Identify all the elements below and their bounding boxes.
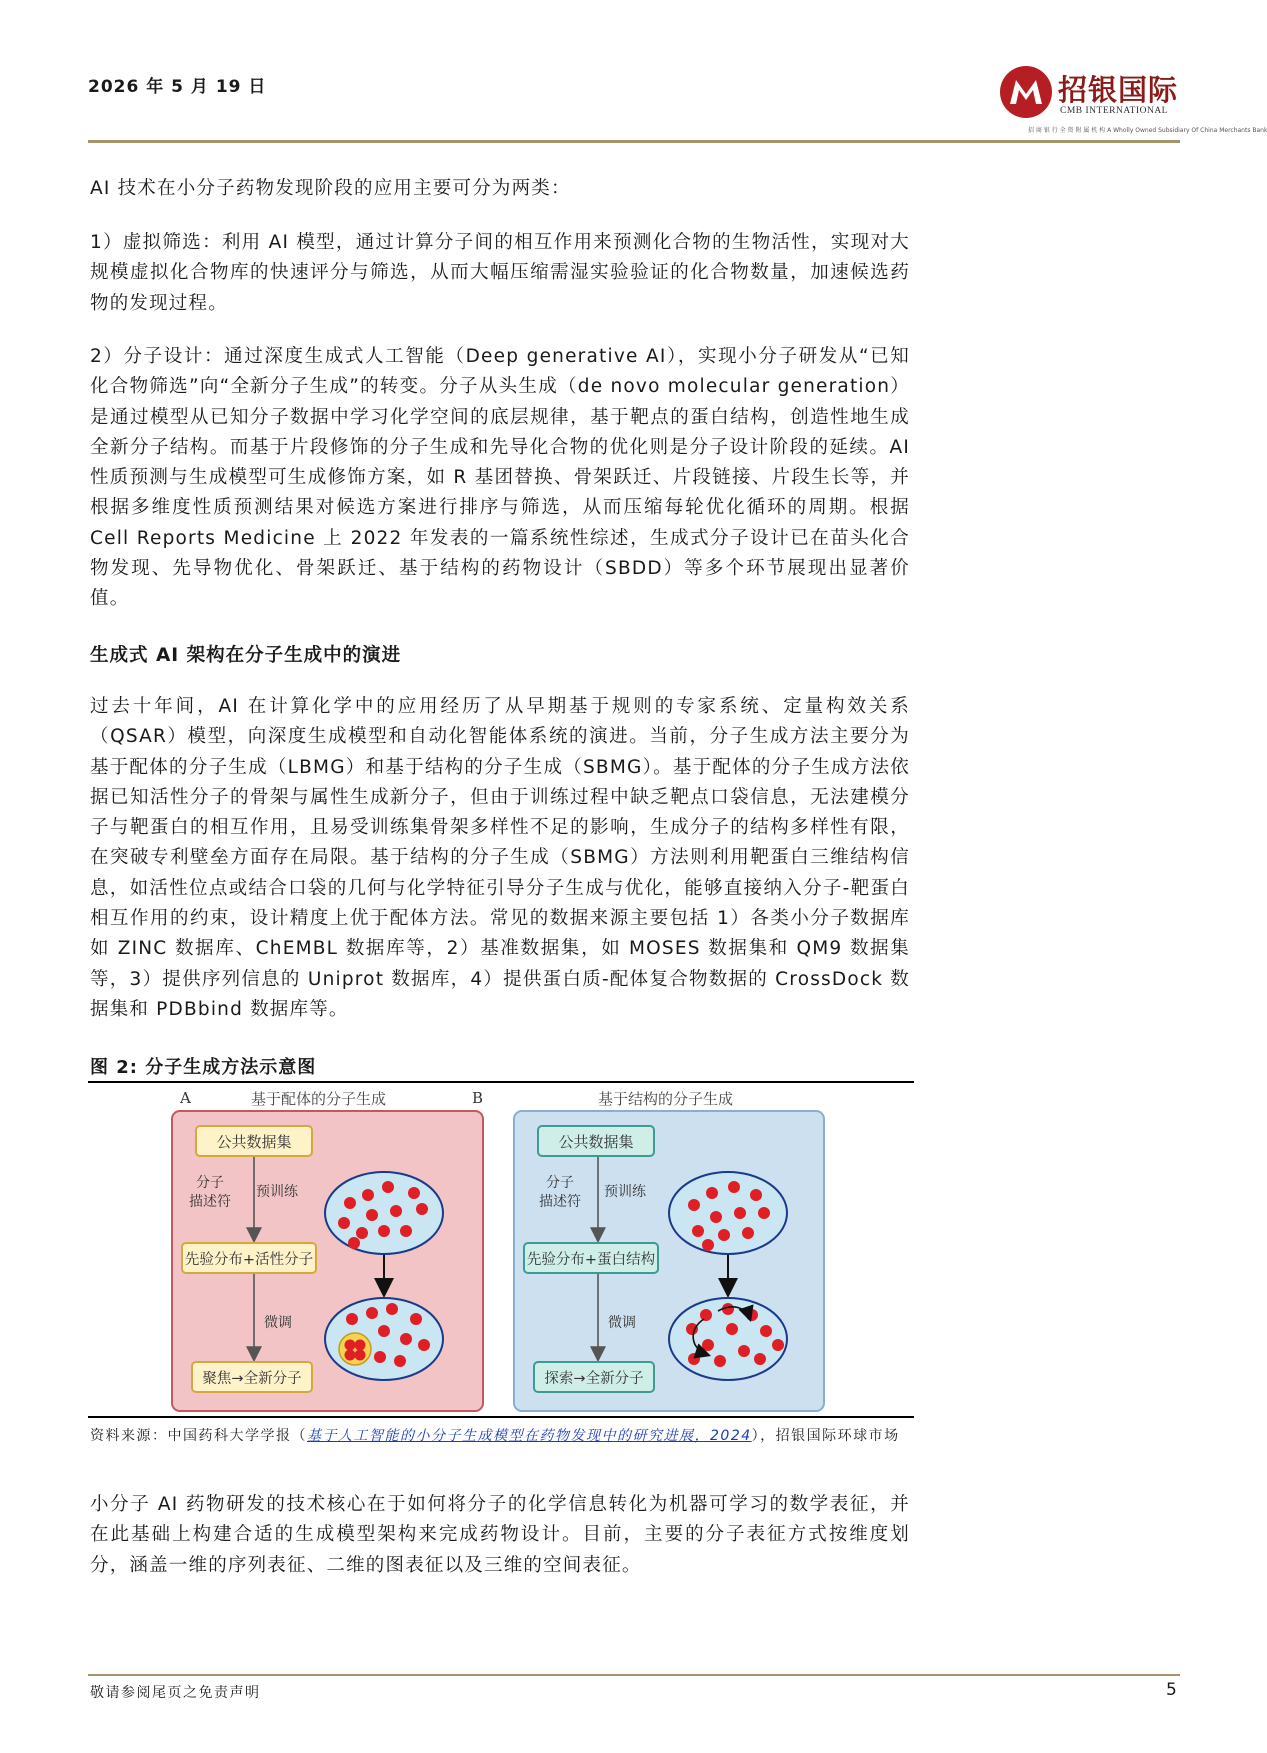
footer-divider bbox=[88, 1674, 1180, 1676]
report-date: 2026 年 5 月 19 日 bbox=[88, 77, 267, 97]
section-heading: 生成式 AI 架构在分子生成中的演进 bbox=[90, 645, 402, 666]
logo-chinese-name: 招银国际 bbox=[1058, 73, 1179, 107]
paragraph-evolution: 过去十年间，AI 在计算化学中的应用经历了从早期基于规则的专家系统、定量构效关系（QSAR）模型，向深度生成模型和自动化智能体系统的演进。当前，分子生成方法主要分为基于配体的分子生成（LBMG）和基于结构的分子生成（SBMG）。基于配体的分子生成方法依据已知活性分子的骨架与属性生成新分子，但由于训练过程中缺乏靶点口袋信息，无法建模分子与靶蛋白的相互作用，且易受训练集骨架多样性不足的影响，生成分子的结构多样性有限，在突破专利壁垒方面存在局限。基于结构的分子生成（SBMG）方法则利用靶蛋白三维结构信息，如活性位点或结合口袋的几何与化学特征引导分子生成与优化，能够直接纳入分子-靶蛋白相互作用的约束，设计精度上优于配体方法。常见的数据来源主要包括 1）各类小分子数据库如 ZINC 数据库、ChEMBL 数据库等，2）基准数据集，如 MOSES 数据集和 QM9 数据集等，3）提供序列信息的 Uniprot 数据库，4）提供蛋白质-配体复合物数据的 CrossDock 数据集和 PDBbind 数据库等。 bbox=[90, 696, 910, 1020]
logo-tagline: 招 商 银 行 全 资 附 属 机 构 A Wholly Owned Subsidiary Of China Merchants Bank bbox=[1028, 127, 1267, 134]
figure-source bbox=[90, 1424, 910, 1448]
figure-bottom-rule bbox=[88, 1416, 914, 1418]
panel-b-title: 基于结构的分子生成 bbox=[598, 1090, 734, 1108]
cmbi-logo-icon bbox=[998, 64, 1054, 120]
panel-a-box-public-data-label: 公共数据集 bbox=[216, 1133, 292, 1151]
panel-b-descriptor-label-2: 描述符 bbox=[539, 1194, 581, 1210]
panel-b-box-explore-label: 探索→全新分子 bbox=[544, 1371, 644, 1387]
panel-a-focus-ring bbox=[339, 1333, 371, 1365]
paragraph-molecular-design: 2）分子设计：通过深度生成式人工智能（Deep generative AI），实现小分子研发从“已知化合物筛选”向“全新分子生成”的转变。分子从头生成（de novo molecular generation）是通过模型从已知分子数据中学习化学空间的底层规律，基于靶点的蛋白结构，创造性地生成全新分子结构。而基于片段修饰的分子生成和先导化合物的优化则是分子设计阶段的延续。AI 性质预测与生成模型可生成修饰方案，如 R 基团替换、骨架跃迁、片段链接、片段生长等，并根据多维度性质预测结果对候选方案进行排序与筛选，从而压缩每轮优化循环的周期。根据 Cell Reports Medicine 上 2022 年发表的一篇系统性综述，生成式分子设计已在苗头化合物发现、先导物优化、骨架跃迁、基于结构的药物设计（SBDD）等多个环节展现出显著价值。 bbox=[90, 346, 910, 610]
footer-disclaimer: 敬请参阅尾页之免责声明 bbox=[90, 1685, 261, 1701]
logo-english-name: CMB INTERNATIONAL bbox=[1060, 106, 1168, 116]
figure-title: 图 2: 分子生成方法示意图 bbox=[90, 1057, 317, 1078]
source-prefix: 资料来源：中国药科大学学报（ bbox=[90, 1428, 307, 1444]
panel-a-descriptor-label-1: 分子 bbox=[196, 1175, 224, 1191]
paragraph-virtual-screening: 1）虚拟筛选：利用 AI 模型，通过计算分子间的相互作用来预测化合物的生物活性，实现对大规模虚拟化合物库的快速评分与筛选，从而大幅压缩需湿实验验证的化合物数量，加速候选药物的发现过程。 bbox=[90, 232, 910, 314]
panel-a-letter: A bbox=[180, 1089, 191, 1107]
figure-diagram bbox=[88, 1083, 914, 1415]
panel-b-finetune-label: 微调 bbox=[608, 1315, 636, 1331]
panel-b-letter: B bbox=[472, 1089, 484, 1107]
source-suffix: ），招银国际环球市场 bbox=[751, 1428, 900, 1444]
panel-a-finetune-label: 微调 bbox=[264, 1315, 292, 1331]
panel-a bbox=[172, 1089, 483, 1411]
panel-a-box-prior-label: 先验分布+活性分子 bbox=[184, 1252, 314, 1268]
page-number: 5 bbox=[1166, 1680, 1177, 1700]
cmbi-logo bbox=[998, 64, 1267, 142]
source-link[interactable]: 基于人工智能的小分子生成模型在药物发现中的研究进展，2024 bbox=[307, 1428, 752, 1444]
panel-b bbox=[472, 1089, 824, 1411]
panel-b-pretrain-label: 预训练 bbox=[604, 1184, 646, 1200]
panel-b-box-public-data-label: 公共数据集 bbox=[558, 1133, 634, 1151]
panel-a-descriptor-label-2: 描述符 bbox=[189, 1194, 231, 1210]
panel-b-box-prior-label: 先验分布+蛋白结构 bbox=[526, 1252, 656, 1268]
panel-a-box-focus-label: 聚焦→全新分子 bbox=[202, 1371, 302, 1387]
panel-a-title: 基于配体的分子生成 bbox=[251, 1090, 387, 1108]
paragraph-intro: AI 技术在小分子药物发现阶段的应用主要可分为两类： bbox=[90, 178, 571, 199]
header-divider bbox=[88, 140, 1180, 143]
paragraph-representation: 小分子 AI 药物研发的技术核心在于如何将分子的化学信息转化为机器可学习的数学表征，并在此基础上构建合适的生成模型架构来完成药物设计。目前，主要的分子表征方式按维度划分，涵盖一维的序列表征、二维的图表征以及三维的空间表征。 bbox=[90, 1494, 910, 1576]
panel-a-pretrain-label: 预训练 bbox=[256, 1184, 298, 1200]
panel-b-descriptor-label-1: 分子 bbox=[546, 1175, 574, 1191]
